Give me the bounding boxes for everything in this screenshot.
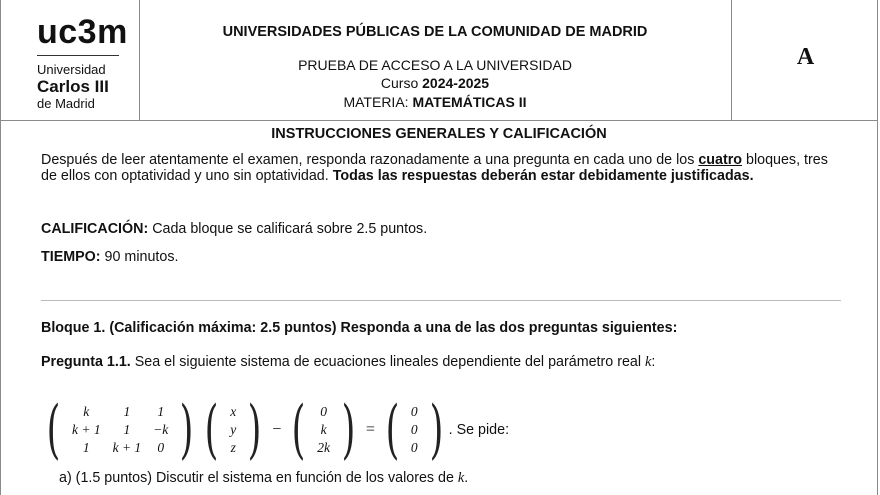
right-paren: ) — [247, 393, 262, 467]
materia-line — [139, 94, 731, 110]
vector-zero-cell: 0 — [410, 440, 418, 455]
vector-zero-grid — [405, 404, 424, 456]
logo-brand: uc3m — [37, 13, 128, 51]
matrix-a-cell: k + 1 — [71, 422, 101, 437]
matrix-a-cell: 1 — [123, 404, 131, 419]
vector-zero-cell: 0 — [410, 422, 418, 437]
right-paren: ) — [341, 393, 356, 467]
vector-zero — [380, 393, 449, 467]
tiempo-text: 90 minutos. — [100, 249, 179, 265]
matrix-a-cell: 1 — [82, 440, 90, 455]
matrix-a-cell: 1 — [157, 404, 165, 419]
tiempo-label: TIEMPO: — [41, 249, 101, 265]
curso-line — [139, 75, 731, 91]
instr-text-a: Después de leer atentamente el examen, responda razonadamente a una pregunta en cada uno de los — [41, 152, 699, 168]
logo-divider — [37, 55, 119, 56]
pregunta-label: Pregunta 1.1. — [41, 354, 131, 370]
equals-sign: = — [365, 421, 375, 438]
left-paren: ( — [385, 393, 400, 467]
materia-label: MATERIA: — [343, 94, 413, 110]
exam-option: A — [796, 44, 815, 70]
logo-line1: Universidad — [37, 62, 106, 77]
vector-zero-cell: 0 — [410, 404, 418, 419]
part-a — [59, 470, 864, 486]
left-paren: ( — [291, 393, 306, 467]
matrix-a-grid — [66, 404, 174, 456]
left-paren: ( — [46, 393, 61, 467]
matrix-a-cell: k + 1 — [112, 440, 142, 455]
bloque1-heading: Bloque 1. (Calificación máxima: 2.5 puntos) Responda a una de las dos preguntas siguientes: — [41, 320, 678, 336]
param-k: k — [645, 354, 652, 370]
university-logo — [1, 0, 140, 120]
instr-text-cuatro: cuatro — [698, 152, 743, 168]
curso-value: 2024-2025 — [422, 75, 490, 91]
tiempo-line — [41, 249, 846, 265]
right-paren: ) — [429, 393, 444, 467]
part-a-text: a) (1.5 puntos) Discutir el sistema en función de los valores de — [59, 470, 458, 486]
matrix-a-cell: 1 — [123, 422, 131, 437]
vector-b-cell: 2k — [317, 440, 330, 455]
pregunta-text: Sea el siguiente sistema de ecuaciones lineales dependiente del parámetro real — [130, 354, 646, 370]
instructions-paragraph — [41, 152, 846, 184]
curso-label: Curso — [380, 75, 423, 91]
calif-text: Cada bloque se calificará sobre 2.5 puntos. — [148, 221, 428, 237]
left-paren: ( — [204, 393, 219, 467]
matrix-equation — [41, 395, 509, 465]
pregunta-colon: : — [651, 354, 656, 370]
option-cell — [731, 0, 879, 120]
calif-label: CALIFICACIÓN: — [41, 221, 149, 237]
right-paren: ) — [179, 393, 194, 467]
calificacion-line — [41, 221, 846, 237]
section-divider — [41, 300, 841, 301]
university-title: UNIVERSIDADES PÚBLICAS DE LA COMUNIDAD DE MADRID — [222, 24, 648, 40]
vector-x — [199, 393, 267, 467]
matrix-a — [41, 393, 199, 467]
materia-value: MATEMÁTICAS II — [412, 94, 527, 110]
vector-b — [286, 393, 361, 467]
logo-line2: Carlos III — [37, 77, 109, 96]
part-a-k: k — [457, 470, 465, 486]
vector-x-cell: z — [230, 440, 236, 455]
header-title-cell — [139, 0, 731, 120]
instructions-title: INSTRUCCIONES GENERALES Y CALIFICACIÓN — [271, 126, 607, 142]
vector-x-grid — [224, 404, 242, 456]
matrix-a-cell: 0 — [157, 440, 165, 455]
matrix-a-cell: k — [83, 404, 90, 419]
vector-x-cell: x — [230, 404, 237, 419]
vector-x-cell: y — [230, 422, 237, 437]
instr-text-justificadas: Todas las respuestas deberán estar debidamente justificadas. — [332, 168, 754, 184]
vector-b-grid — [311, 404, 336, 456]
vector-b-cell: 0 — [320, 404, 327, 419]
pregunta-1-1 — [41, 354, 846, 370]
exam-header — [1, 0, 877, 121]
logo-line3: de Madrid — [37, 96, 95, 111]
matrix-a-cell: −k — [153, 422, 169, 437]
part-a-end: . — [464, 470, 469, 486]
se-pide: . Se pide: — [448, 422, 510, 438]
vector-b-cell: k — [320, 422, 327, 437]
instr-text-c: bloques, tres de ellos con optatividad y uno sin optatividad. — [41, 152, 828, 184]
exam-title: PRUEBA DE ACCESO A LA UNIVERSIDAD — [298, 57, 572, 73]
minus-sign: − — [272, 421, 282, 438]
